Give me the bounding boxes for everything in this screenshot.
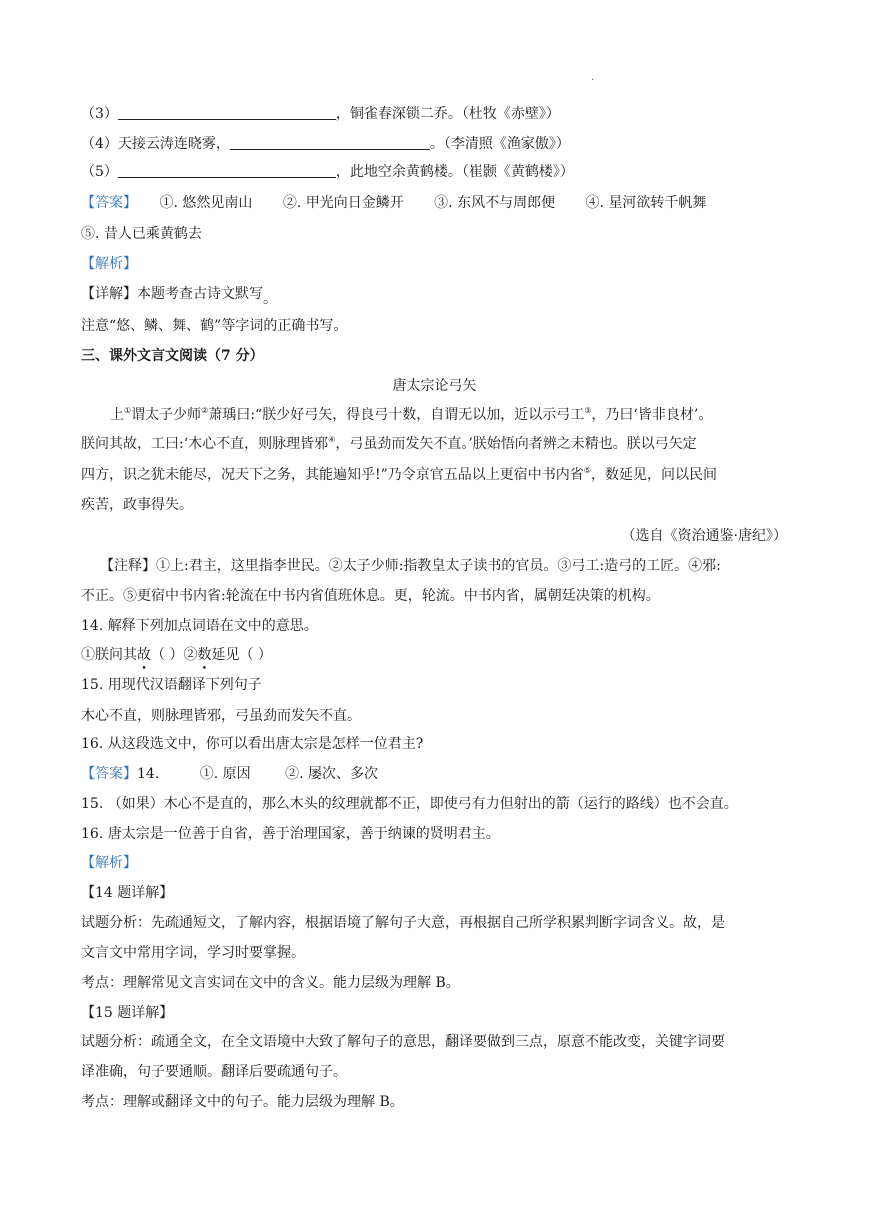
answer-item: ④. 星河欲转千帆舞 [585,195,707,211]
answer-item: ①. 悠然见南山 [159,195,253,211]
analysis-point: 考点：理解或翻译文中的句子。能力层级为理解 B。 [81,1094,404,1110]
question-14: 14. 解释下列加点词语在文中的意思。 [81,618,318,634]
passage-title: 唐太宗论弓矢 [392,378,477,394]
analysis-point: 考点：理解常见文言实词在文中的含义。能力层级为理解 B。 [81,975,460,991]
top-dot: . [591,72,595,83]
analysis-tag: 【解析】 [81,855,137,871]
analysis-text: 译准确，句子要通顺。翻译后要疏通句子。 [81,1064,347,1080]
question-4: （4）天接云涛连晓雾， 。（李清照《渔家傲》） [81,136,570,152]
dotted-word: 故 [137,647,151,663]
fill-blank[interactable] [230,135,430,150]
answer-1-item-5: ⑤. 昔人已乘黄鹤去 [81,226,202,242]
detail-heading-15: 【15 题详解】 [81,1005,174,1021]
passage-line: 四方，识之犹未能尽，况天下之务，其能遍知乎!”乃令京官五品以上更宿中书内省⑤，数延见，问以民间 [81,466,717,483]
passage-line: 朕问其故，工曰:‘木心不直，则脉理皆邪④，弓虽劲而发矢不直。’朕始悟向者辨之未精也。朕以弓矢定 [81,435,697,452]
section-title: 三、课外文言文阅读（7 分） [81,348,264,364]
answer-item: ②. 甲光向日金鳞开 [282,195,404,211]
answer-16: 16. 唐太宗是一位善于自省，善于治理国家，善于纳谏的贤明君主。 [81,826,500,842]
analysis-text: 文言文中常用字词，学习时要掌握。 [81,945,305,961]
analysis-text: 试题分析：先疏通短文，了解内容，根据语境了解句子大意，再根据自己所学积累判断字词含义。故，是 [81,915,725,931]
question-16: 16. 从这段选文中，你可以看出唐太宗是怎样一位君主? [81,736,424,752]
analysis-tag: 【解析】 [81,256,137,272]
answer-tag: 【答案】 [81,195,137,211]
dotted-word: 数 [197,647,212,663]
answer-item: ③. 东风不与周郎便 [434,195,556,211]
question-14-items: ①朕问其故（ ）②数延见（ ） [81,647,272,663]
detail-heading-14: 【14 题详解】 [81,885,174,901]
question-5: （5） ，此地空余黄鹤楼。（崔颢《黄鹤楼》） [81,164,574,180]
question-3: （3） ，铜雀春深锁二乔。（杜牧《赤壁》） [81,106,560,122]
question-15: 15. 用现代汉语翻译下列句子 [81,677,262,693]
answer-2: 【答案】14. ①. 原因 ②. 屡次、多次 [81,766,378,782]
fill-blank[interactable] [118,105,336,120]
passage-source: （选自《资治通鉴·唐纪》） [621,528,787,544]
analysis-text: 试题分析：疏通全文，在全文语境中大致了解句子的意思，翻译要做到三点，原意不能改变，关键字词要 [81,1034,725,1050]
passage-line: 上①谓太子少师②萧瑀曰:“朕少好弓矢，得良弓十数，自谓无以加，近以示弓工③，乃曰‘皆非良材’。 [110,406,713,423]
passage-line: 疾苦，政事得失。 [81,497,193,513]
analysis-note: 注意“悠、鳞、舞、鹤”等字词的正确书写。 [81,318,348,334]
answer-tag: 【答案】 [81,766,137,782]
passage-note: 不正。⑤更宿中书内省:轮流在中书内省值班休息。更，轮流。中书内省，属朝廷决策的机构。 [81,588,660,604]
fill-blank[interactable] [118,163,336,178]
answer-1 [81,193,706,213]
analysis-detail: 【详解】本题考查古诗文默写。 [81,286,277,307]
question-15-sentence: 木心不直，则脉理皆邪，弓虽劲而发矢不直。 [81,708,361,724]
passage-note: 【注释】①上:君主，这里指李世民。②太子少师:指教皇太子读书的官员。③弓工:造弓的工匠。④邪: [100,558,721,574]
answer-15: 15. （如果）木心不是直的，那么木头的纹理就都不正，即使弓有力但射出的箭（运行的路线）也不会直。 [81,796,738,812]
